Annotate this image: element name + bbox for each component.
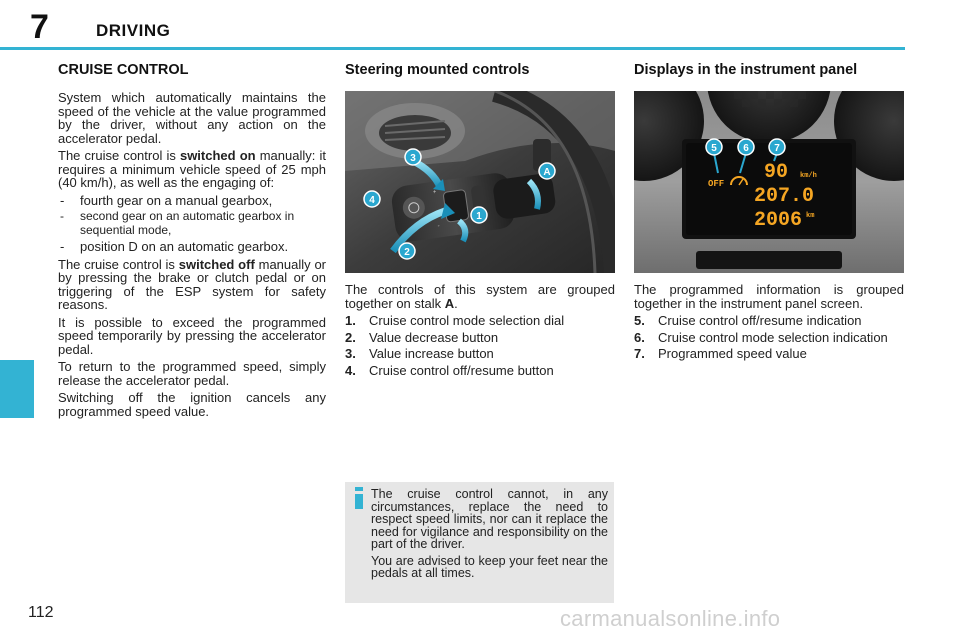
display-odo-unit: km bbox=[806, 212, 815, 220]
return-paragraph: To return to the programmed speed, simply release the accelerator pedal. bbox=[58, 359, 326, 388]
condition-item: - fourth gear on a manual gearbox, bbox=[58, 194, 326, 208]
switched-on-paragraph: The cruise control is switched on manually: it requires a minimum vehicle speed of 25 mph (40 km/h), as well as the engaging of: bbox=[58, 148, 326, 190]
condition-item: - second gear on an automatic gearbox in sequential mode, bbox=[58, 210, 326, 237]
callout-a: A bbox=[543, 167, 551, 178]
section-title-instrument-displays: Displays in the instrument panel bbox=[634, 62, 858, 78]
cruise-control-column bbox=[58, 62, 326, 422]
conditions-list bbox=[58, 194, 326, 254]
info-paragraph: The cruise control cannot, in any circumstances, replace the need to respect speed limits, nor can it replace the need for vigilance and responsibility on the part of the driver. bbox=[371, 487, 608, 551]
list-item: 7. Programmed speed value bbox=[634, 346, 807, 361]
section-title-steering-controls: Steering mounted controls bbox=[345, 62, 530, 78]
chapter-number: 7 bbox=[30, 8, 49, 46]
svg-text:+: + bbox=[432, 189, 437, 196]
info-box bbox=[345, 482, 614, 603]
list-item: 6. Cruise control mode selection indication bbox=[634, 329, 888, 345]
callout-1: 1 bbox=[476, 211, 482, 222]
svg-text:-: - bbox=[437, 223, 441, 230]
stalk-caption: The controls of this system are grouped together on stalk A. bbox=[345, 282, 615, 311]
condition-item: - position D on an automatic gearbox. bbox=[58, 240, 326, 254]
ignition-paragraph: Switching off the ignition cancels any programmed speed value. bbox=[58, 390, 326, 419]
callout-7: 7 bbox=[774, 143, 780, 154]
callout-3: 3 bbox=[410, 153, 416, 164]
steering-stalk-photo bbox=[345, 91, 615, 273]
list-item: 1. Cruise control mode selection dial bbox=[345, 313, 565, 328]
page-number: 112 bbox=[28, 604, 54, 621]
switched-off-paragraph: The cruise control is switched off manually or by pressing the brake or clutch pedal or on triggering of the ESP system for safety reasons. bbox=[58, 256, 327, 312]
callout-4: 4 bbox=[369, 195, 375, 206]
info-paragraph: You are advised to keep your feet near the pedals at all times. bbox=[371, 553, 608, 580]
steering-controls-column bbox=[345, 62, 615, 380]
section-title-cruise-control: CRUISE CONTROL bbox=[58, 62, 189, 78]
header-rule bbox=[0, 47, 905, 50]
chapter-title: DRIVING bbox=[96, 21, 171, 40]
instrument-panel-photo bbox=[634, 91, 904, 273]
info-text bbox=[371, 488, 608, 584]
callout-5: 5 bbox=[711, 143, 717, 154]
display-speed: 90 bbox=[764, 161, 789, 184]
watermark: carmanualsonline.info bbox=[560, 606, 781, 631]
exceed-paragraph: It is possible to exceed the programmed speed temporarily by pressing the accelerator pedal. bbox=[58, 314, 326, 357]
intro-paragraph: System which automatically maintains the speed of the vehicle at the value programmed by the driver, without any action on the accelerator pedal. bbox=[58, 90, 326, 146]
list-item: 5. Cruise control off/resume indication bbox=[634, 313, 862, 328]
display-odometer: 2006 bbox=[754, 209, 803, 232]
list-item: 3. Value increase button bbox=[345, 346, 494, 361]
display-trip: 207.0 bbox=[754, 185, 815, 208]
steering-controls-list bbox=[345, 314, 615, 377]
instrument-displays-list bbox=[634, 314, 904, 361]
info-icon bbox=[352, 487, 366, 509]
list-item: 2. Value decrease button bbox=[345, 329, 499, 345]
chapter-side-tab bbox=[0, 360, 34, 418]
callout-2: 2 bbox=[404, 247, 410, 258]
display-caption: The programmed information is grouped together in the instrument panel screen. bbox=[634, 282, 904, 311]
display-speed-unit: km/h bbox=[800, 172, 817, 180]
instrument-displays-column bbox=[634, 62, 904, 364]
list-item: 4. Cruise control off/resume button bbox=[345, 362, 554, 378]
callout-6: 6 bbox=[743, 143, 749, 154]
display-off-label: OFF bbox=[708, 179, 725, 189]
